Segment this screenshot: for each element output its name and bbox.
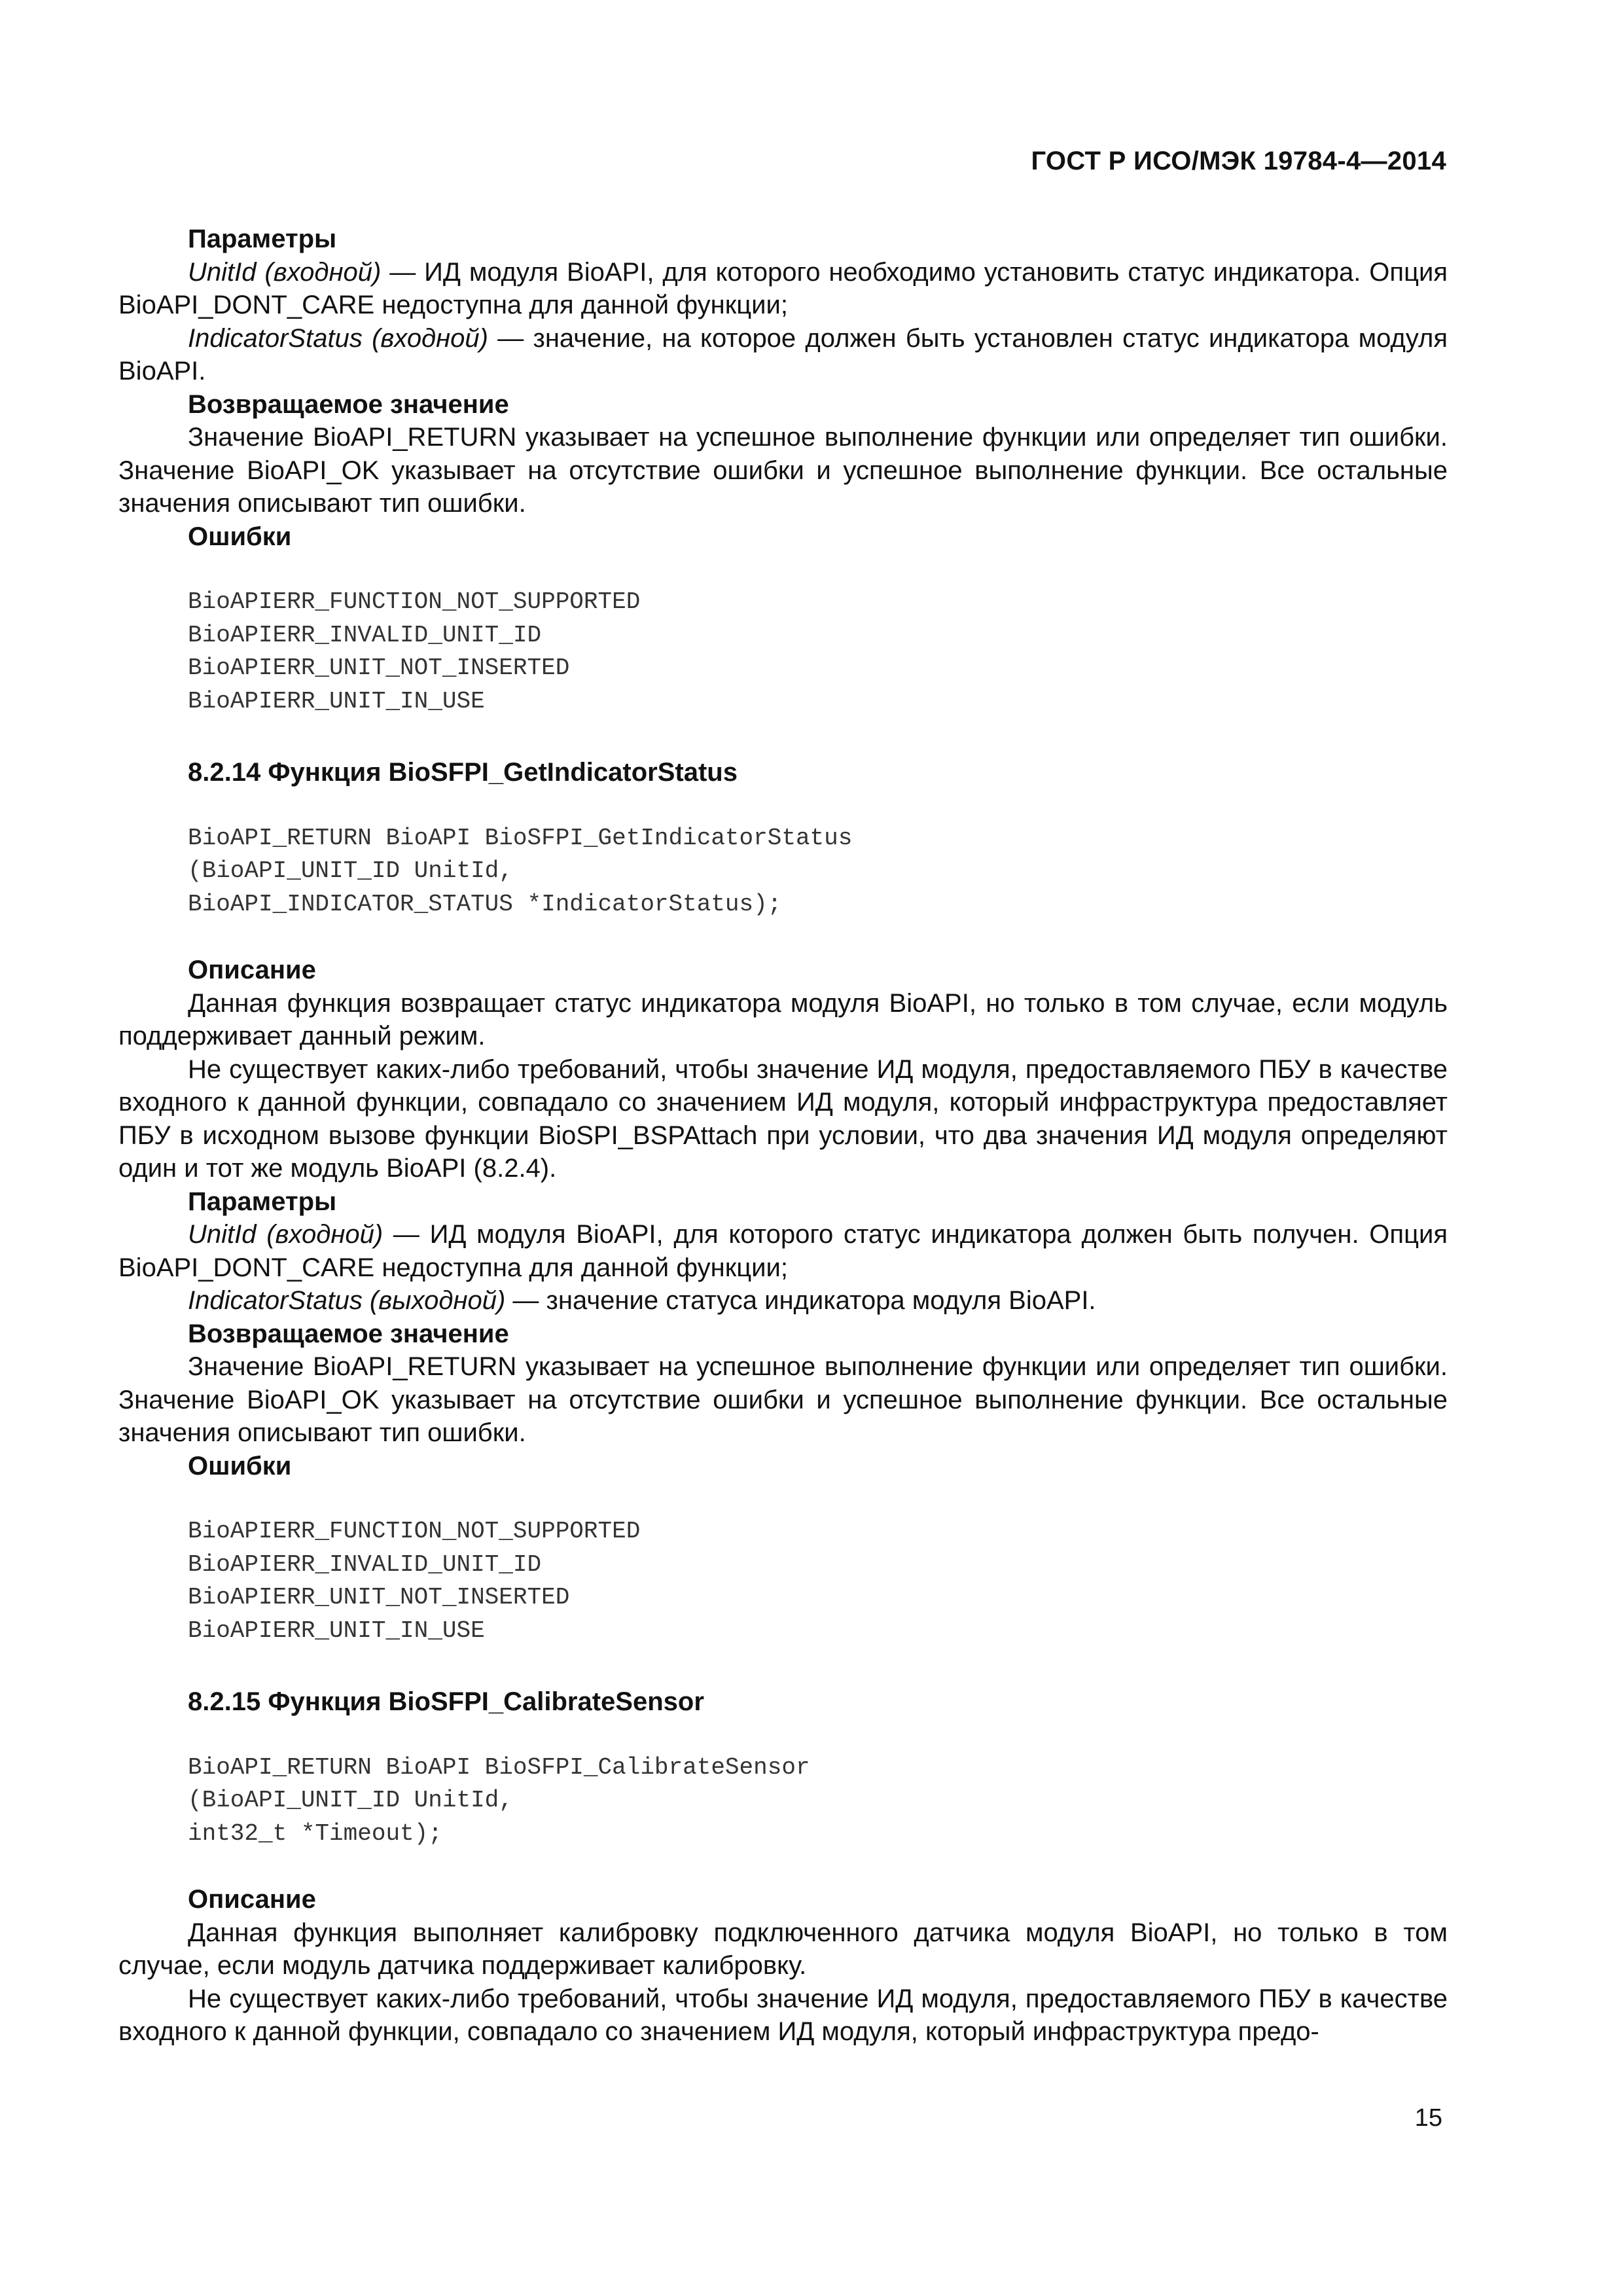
param-indicatorstatus bbox=[118, 322, 1448, 388]
code-line: BioAPI_RETURN BioAPI BioSFPI_GetIndicatorStatus bbox=[188, 824, 853, 852]
spacer bbox=[118, 1482, 1448, 1515]
code-line: (BioAPI_UNIT_ID UnitId, bbox=[188, 1787, 513, 1814]
params-heading: Параметры bbox=[188, 1187, 337, 1216]
description-paragraph: Не существует каких-либо требований, чтобы значение ИД модуля, предоставляемого ПБУ в качестве входного к данной функции, совпадало со значением ИД модуля, который инфраструктура предо- bbox=[118, 1984, 1448, 2046]
return-heading: Возвращаемое значение bbox=[188, 1319, 509, 1348]
spacer bbox=[118, 789, 1448, 822]
spacer bbox=[118, 1719, 1448, 1751]
description-paragraph: Данная функция выполняет калибровку подключенного датчика модуля BioAPI, но только в том случае, если модуль датчика поддерживает калибровку. bbox=[118, 1918, 1448, 1980]
param-name: IndicatorStatus (входной) bbox=[188, 323, 488, 353]
param-unitid bbox=[118, 256, 1448, 322]
param-description: — значение, на которое должен быть установлен статус индикатора модуля BioAPI. bbox=[118, 323, 1448, 386]
param-name: UnitId (входной) bbox=[188, 1220, 383, 1249]
param-unitid bbox=[118, 1218, 1448, 1284]
spacer bbox=[118, 1647, 1448, 1685]
return-heading: Возвращаемое значение bbox=[188, 389, 509, 419]
document-header: ГОСТ Р ИСО/МЭК 19784-4—2014 bbox=[1031, 147, 1446, 175]
return-text: Значение BioAPI_RETURN указывает на успешное выполнение функции или определяет тип ошибки. Значение BioAPI_OK указывает на отсутствие ошибки и успешное выполнение функции. Все остальные значения описывают тип ошибки. bbox=[118, 1352, 1448, 1447]
code-line: BioAPI_RETURN BioAPI BioSFPI_CalibrateSensor bbox=[188, 1753, 810, 1781]
spacer bbox=[118, 553, 1448, 586]
error-code: BioAPIERR_INVALID_UNIT_ID bbox=[188, 1551, 542, 1578]
code-line: (BioAPI_UNIT_ID UnitId, bbox=[188, 857, 513, 884]
param-name: UnitId (входной) bbox=[188, 257, 382, 287]
page-body bbox=[118, 223, 1448, 2049]
description-heading: Описание bbox=[188, 956, 316, 984]
section-title-8-2-14: 8.2.14 Функция BioSFPI_GetIndicatorStatus bbox=[188, 758, 738, 787]
spacer bbox=[118, 1850, 1448, 1883]
description-paragraph: Данная функция возвращает статус индикатора модуля BioAPI, но только в том случае, если модуль поддерживает данный режим. bbox=[118, 988, 1448, 1050]
error-code: BioAPIERR_INVALID_UNIT_ID bbox=[188, 621, 542, 649]
code-line: BioAPI_INDICATOR_STATUS *IndicatorStatus); bbox=[188, 890, 782, 918]
param-indicatorstatus bbox=[118, 1284, 1448, 1318]
error-code: BioAPIERR_UNIT_NOT_INSERTED bbox=[188, 655, 570, 681]
params-heading: Параметры bbox=[188, 224, 337, 253]
error-code: BioAPIERR_UNIT_IN_USE bbox=[188, 1617, 485, 1644]
error-code: BioAPIERR_FUNCTION_NOT_SUPPORTED bbox=[188, 588, 641, 615]
page-number: 15 bbox=[1414, 2104, 1442, 2132]
spacer bbox=[118, 921, 1448, 954]
errors-heading: Ошибки bbox=[188, 1451, 292, 1480]
return-text: Значение BioAPI_RETURN указывает на успешное выполнение функции или определяет тип ошибки. Значение BioAPI_OK указывает на отсутствие ошибки и успешное выполнение функции. Все остальные значения описывают тип ошибки. bbox=[118, 423, 1448, 518]
param-description: — ИД модуля BioAPI, для которого необходимо установить статус индикатора. Опция BioAPI_DONT_CARE недоступна для данной функции; bbox=[118, 257, 1448, 319]
description-paragraph: Не существует каких-либо требований, чтобы значение ИД модуля, предоставляемого ПБУ в качестве входного к данной функции, совпадало со значением ИД модуля, который инфраструктура предоставляет ПБУ в исходном вызове функции BioSPI_BSPAttach при условии, что два значения ИД модуля определяют один и тот же модуль BioAPI (8.2.4). bbox=[118, 1054, 1448, 1183]
section-title-8-2-15: 8.2.15 Функция BioSFPI_CalibrateSensor bbox=[188, 1687, 704, 1716]
errors-heading: Ошибки bbox=[188, 522, 292, 551]
param-description: — значение статуса индикатора модуля BioAPI. bbox=[505, 1286, 1096, 1315]
spacer bbox=[118, 718, 1448, 756]
param-name: IndicatorStatus (выходной) bbox=[188, 1286, 506, 1315]
error-code: BioAPIERR_FUNCTION_NOT_SUPPORTED bbox=[188, 1518, 641, 1545]
code-line: int32_t *Timeout); bbox=[188, 1820, 442, 1847]
error-code: BioAPIERR_UNIT_IN_USE bbox=[188, 687, 485, 715]
param-description: — ИД модуля BioAPI, для которого статус индикатора должен быть получен. Опция BioAPI_DONT_CARE недоступна для данной функции; bbox=[118, 1220, 1448, 1282]
description-heading: Описание bbox=[188, 1885, 316, 1914]
error-code: BioAPIERR_UNIT_NOT_INSERTED bbox=[188, 1584, 570, 1611]
